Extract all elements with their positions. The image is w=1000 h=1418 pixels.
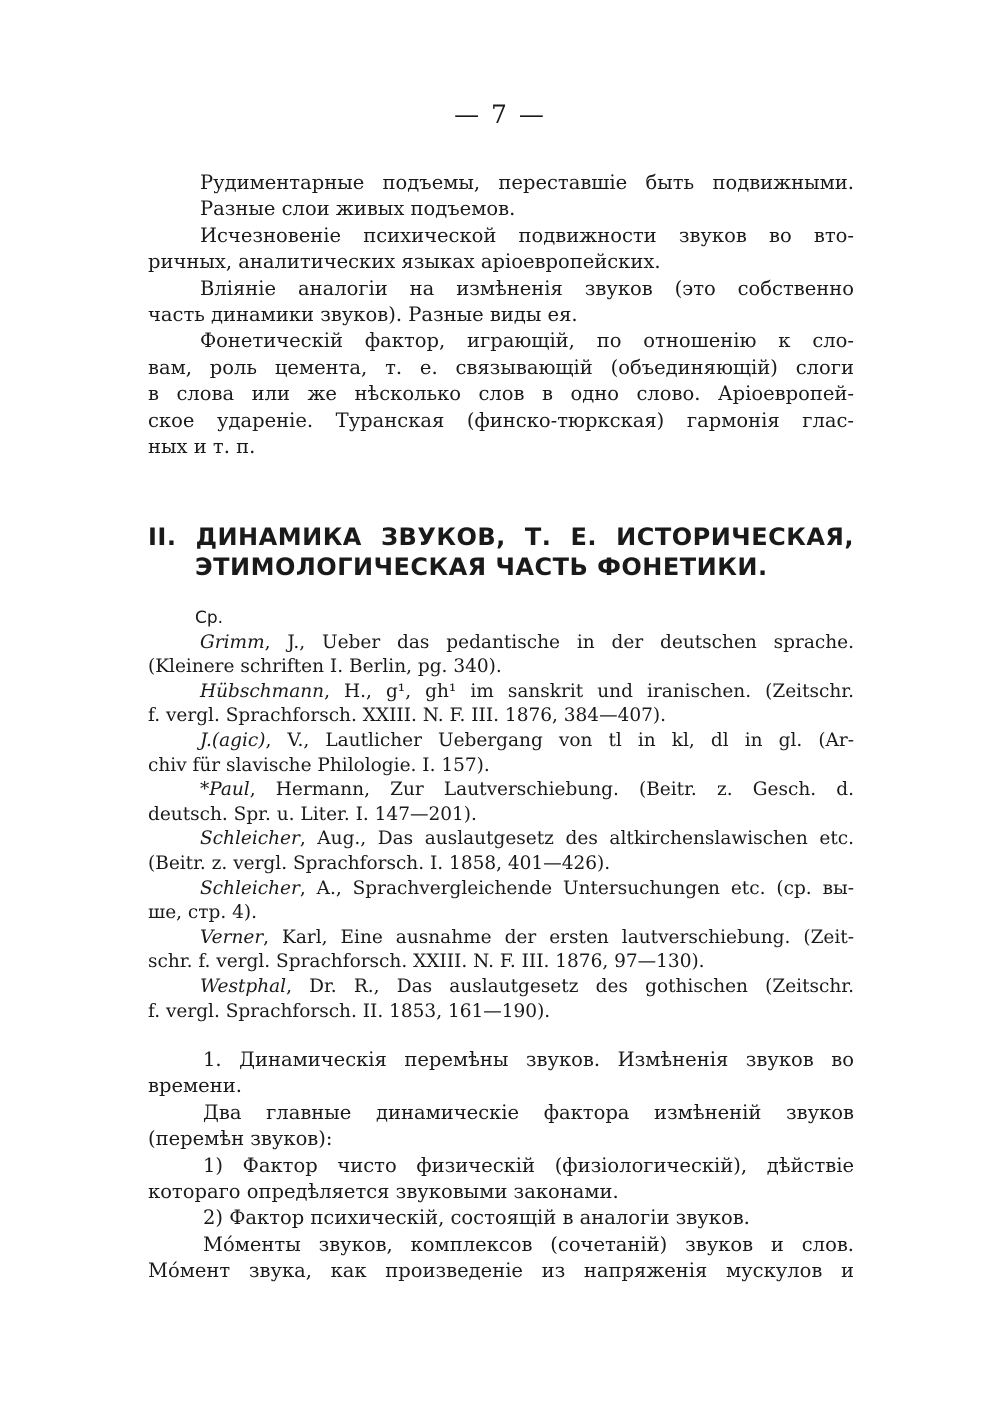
reference-author: Schleicher	[200, 877, 300, 899]
text-line: Исчезновеніе психической подвижности звуков во вто-	[200, 223, 854, 247]
reference-text: , H., g¹, gh¹ im sanskrit und iranischen. (Zeitschr.	[324, 680, 854, 702]
reference-author: Hübschmann	[200, 680, 325, 702]
reference-text: , Aug., Das auslautgesetz des altkirchenslawischen etc.	[299, 828, 854, 850]
reference-line	[148, 680, 854, 705]
text-line: Два главные динамическіе фактора измѣненій звуков	[203, 1100, 854, 1124]
reference-line: f. vergl. Sprachforsch. II. 1853, 161—190).	[148, 1000, 551, 1022]
text-line: ных и т. п.	[148, 434, 256, 458]
reference-author: Grimm	[200, 631, 265, 653]
reference-line	[148, 975, 854, 1000]
reference-line	[148, 877, 854, 902]
reference-line	[148, 926, 854, 951]
page-number: — 7 —	[454, 100, 546, 129]
reference-line: chiv für slavische Philologie. I. 157).	[148, 754, 490, 776]
text-line: времени.	[148, 1074, 242, 1098]
text-line: 1) Фактор чисто физическій (физіологическій), дѣйствіе	[203, 1153, 854, 1177]
text-line: ское удареніе. Туранская (финско-тюркская) гармонія глас-	[148, 408, 854, 432]
heading-line-1: II. ДИНАМИКА ЗВУКОВ, Т. Е. ИСТОРИЧЕСКАЯ,	[148, 523, 854, 551]
text-line: Фонетическій фактор, играющій, по отношенію к сло-	[200, 329, 854, 353]
text-line: Разные слои живых подъемов.	[200, 197, 516, 221]
text-line: котораго опредѣляется звуковыми законами.	[148, 1179, 619, 1203]
reference-line	[148, 631, 854, 656]
section-heading	[148, 522, 854, 582]
cp-label: Ср.	[195, 608, 224, 628]
reference-line: schr. f. vergl. Sprachforsch. XXIII. N. F. III. 1876, 97—130).	[148, 951, 705, 973]
text-line: Мо́менты звуков, комплексов (сочетаній) звуков и слов.	[203, 1232, 854, 1256]
reference-text: , Karl, Eine ausnahme der ersten lautverschiebung. (Zeit-	[263, 926, 854, 948]
reference-line: (Beitr. z. vergl. Sprachforsch. I. 1858, 401—426).	[148, 852, 611, 874]
reference-author: Schleicher	[200, 828, 300, 850]
reference-author: J.(agic)	[200, 729, 266, 751]
reference-line: (Kleinere schriften I. Berlin, pg. 340).	[148, 656, 502, 678]
text-line: 1. Динамическія перемѣны звуков. Измѣненія звуков во	[203, 1048, 854, 1071]
body-paragraphs	[148, 1047, 854, 1285]
intro-paragraphs	[148, 170, 854, 460]
reference-author: Verner	[200, 926, 264, 948]
text-line: (перемѣн звуков):	[148, 1127, 333, 1151]
text-line: в слова или же нѣсколько слов в одно слово. Аріоевропей-	[148, 382, 854, 406]
references-list	[148, 606, 854, 1024]
reference-text: , Dr. R., Das auslautgesetz des gothischen (Zeitschr.	[286, 975, 854, 997]
reference-line	[148, 827, 854, 852]
reference-line: f. vergl. Sprachforsch. XXIII. N. F. III. 1876, 384—407).	[148, 705, 666, 727]
text-line: Рудиментарные подъемы, переставшіе быть подвижными.	[200, 171, 854, 194]
reference-line: ше, стр. 4).	[148, 902, 257, 924]
reference-line	[148, 778, 854, 803]
reference-line	[148, 729, 854, 754]
text-line: вам, роль цемента, т. е. связывающій (объединяющій) слоги	[148, 355, 854, 379]
reference-author: Westphal	[200, 975, 287, 997]
reference-text: , V., Lautlicher Uebergang von tl in kl, dl in gl. (Ar-	[265, 729, 854, 751]
text-line: 2) Фактор психическій, состоящій в аналогіи звуков.	[203, 1206, 750, 1230]
reference-text: , J., Ueber das pedantische in der deutschen sprache.	[264, 631, 854, 653]
reference-text: , A., Sprachvergleichende Untersuchungen etc. (ср. вы-	[299, 877, 854, 899]
reference-text: , Hermann, Zur Lautverschiebung. (Beitr. z. Gesch. d.	[249, 779, 854, 801]
heading-line-2: ЭТИМОЛОГИЧЕСКАЯ ЧАСТЬ ФОНЕТИКИ.	[195, 553, 768, 581]
text-line: ричных, аналитических языках аріоевропейских.	[148, 250, 661, 274]
reference-line: deutsch. Spr. u. Liter. I. 147—201).	[148, 803, 477, 825]
text-line: Мо́мент звука, как произведеніе из напряженія мускулов и	[148, 1259, 854, 1283]
reference-author: *Paul	[200, 779, 250, 801]
text-line: часть динамики звуков). Разные виды ея.	[148, 302, 578, 326]
text-line: Вліяніе аналогіи на измѣненія звуков (это собственно	[200, 276, 854, 300]
